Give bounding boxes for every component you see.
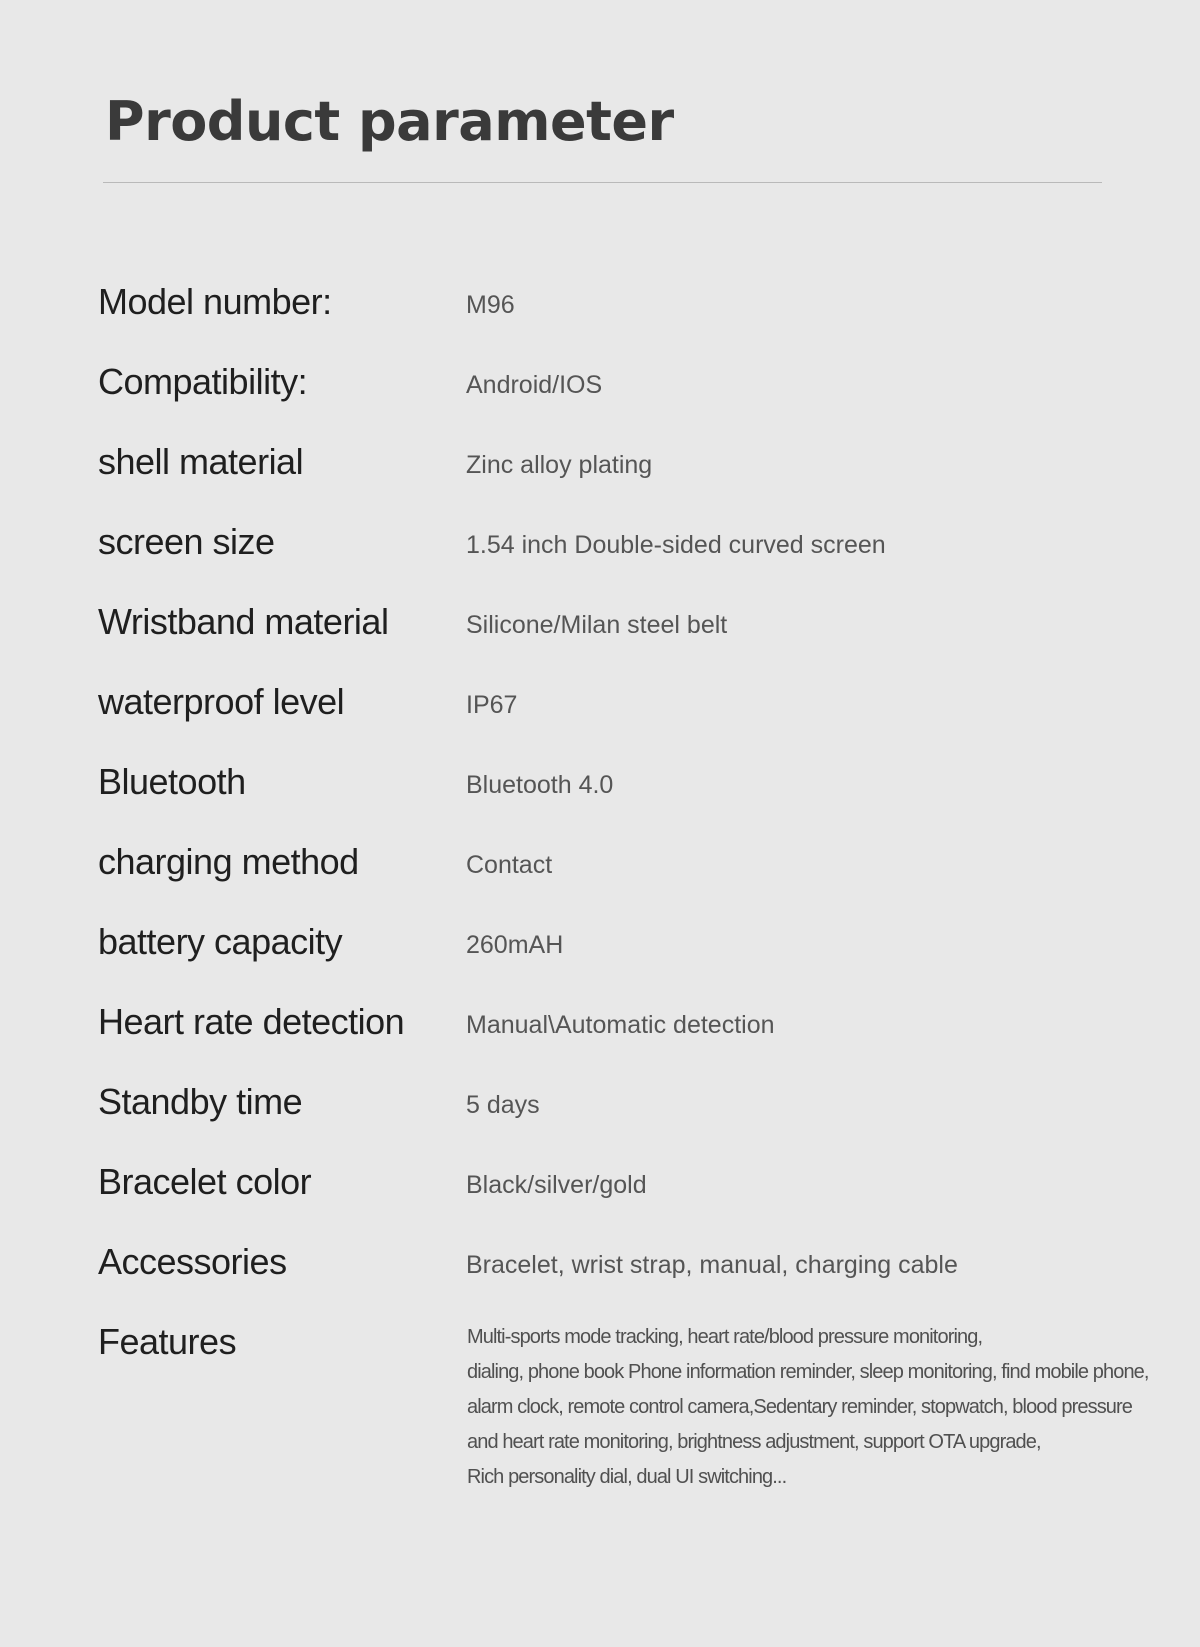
param-row-model-number bbox=[0, 280, 1200, 360]
param-label: waterproof level bbox=[98, 681, 345, 722]
param-row-screen-size bbox=[0, 520, 1200, 600]
param-row-waterproof-level bbox=[0, 680, 1200, 760]
param-label: Features bbox=[98, 1321, 237, 1362]
param-label: Wristband material bbox=[98, 601, 389, 642]
param-row-wristband-material bbox=[0, 600, 1200, 680]
param-value: Bluetooth 4.0 bbox=[466, 771, 614, 799]
param-label: Compatibility: bbox=[98, 361, 308, 402]
param-value: Zinc alloy plating bbox=[466, 451, 653, 479]
param-label: charging method bbox=[98, 841, 359, 882]
param-value: Android/IOS bbox=[466, 371, 603, 399]
param-value: Contact bbox=[466, 851, 553, 879]
param-label: screen size bbox=[98, 521, 275, 562]
param-label: Bracelet color bbox=[98, 1161, 312, 1202]
param-value: 5 days bbox=[466, 1091, 540, 1119]
param-value: Bracelet, wrist strap, manual, charging cable bbox=[466, 1251, 958, 1279]
param-row-accessories bbox=[0, 1240, 1200, 1320]
page-title: Product parameter bbox=[105, 90, 674, 153]
param-value: M96 bbox=[466, 291, 515, 319]
features-line: Rich personality dial, dual UI switching... bbox=[467, 1466, 787, 1488]
features-line: and heart rate monitoring, brightness adjustment, support OTA upgrade, bbox=[467, 1431, 1041, 1453]
features-line: Multi-sports mode tracking, heart rate/blood pressure monitoring, bbox=[467, 1326, 983, 1348]
param-label: shell material bbox=[98, 441, 304, 482]
param-value: Silicone/Milan steel belt bbox=[466, 611, 728, 639]
param-label: Heart rate detection bbox=[98, 1001, 405, 1042]
param-label: Accessories bbox=[98, 1241, 287, 1282]
features-description bbox=[467, 1320, 1192, 1495]
param-value: IP67 bbox=[466, 691, 518, 719]
param-label: battery capacity bbox=[98, 921, 343, 962]
param-row-shell-material bbox=[0, 440, 1200, 520]
features-line: dialing, phone book Phone information reminder, sleep monitoring, find mobile phone, bbox=[467, 1361, 1149, 1383]
param-row-features bbox=[0, 1320, 1200, 1500]
param-value: Black/silver/gold bbox=[466, 1171, 647, 1199]
param-row-charging-method bbox=[0, 840, 1200, 920]
param-label: Model number: bbox=[98, 281, 332, 322]
param-value: 260mAH bbox=[466, 931, 564, 959]
param-row-bracelet-color bbox=[0, 1160, 1200, 1240]
param-row-bluetooth bbox=[0, 760, 1200, 840]
param-label: Standby time bbox=[98, 1081, 303, 1122]
features-line: alarm clock, remote control camera,Sedentary reminder, stopwatch, blood pressure bbox=[467, 1396, 1133, 1418]
param-row-battery-capacity bbox=[0, 920, 1200, 1000]
param-label: Bluetooth bbox=[98, 761, 246, 802]
param-row-standby-time bbox=[0, 1080, 1200, 1160]
param-row-compatibility bbox=[0, 360, 1200, 440]
param-value: 1.54 inch Double-sided curved screen bbox=[466, 531, 886, 559]
param-value: Manual\Automatic detection bbox=[466, 1011, 775, 1039]
param-row-heart-rate-detection bbox=[0, 1000, 1200, 1080]
